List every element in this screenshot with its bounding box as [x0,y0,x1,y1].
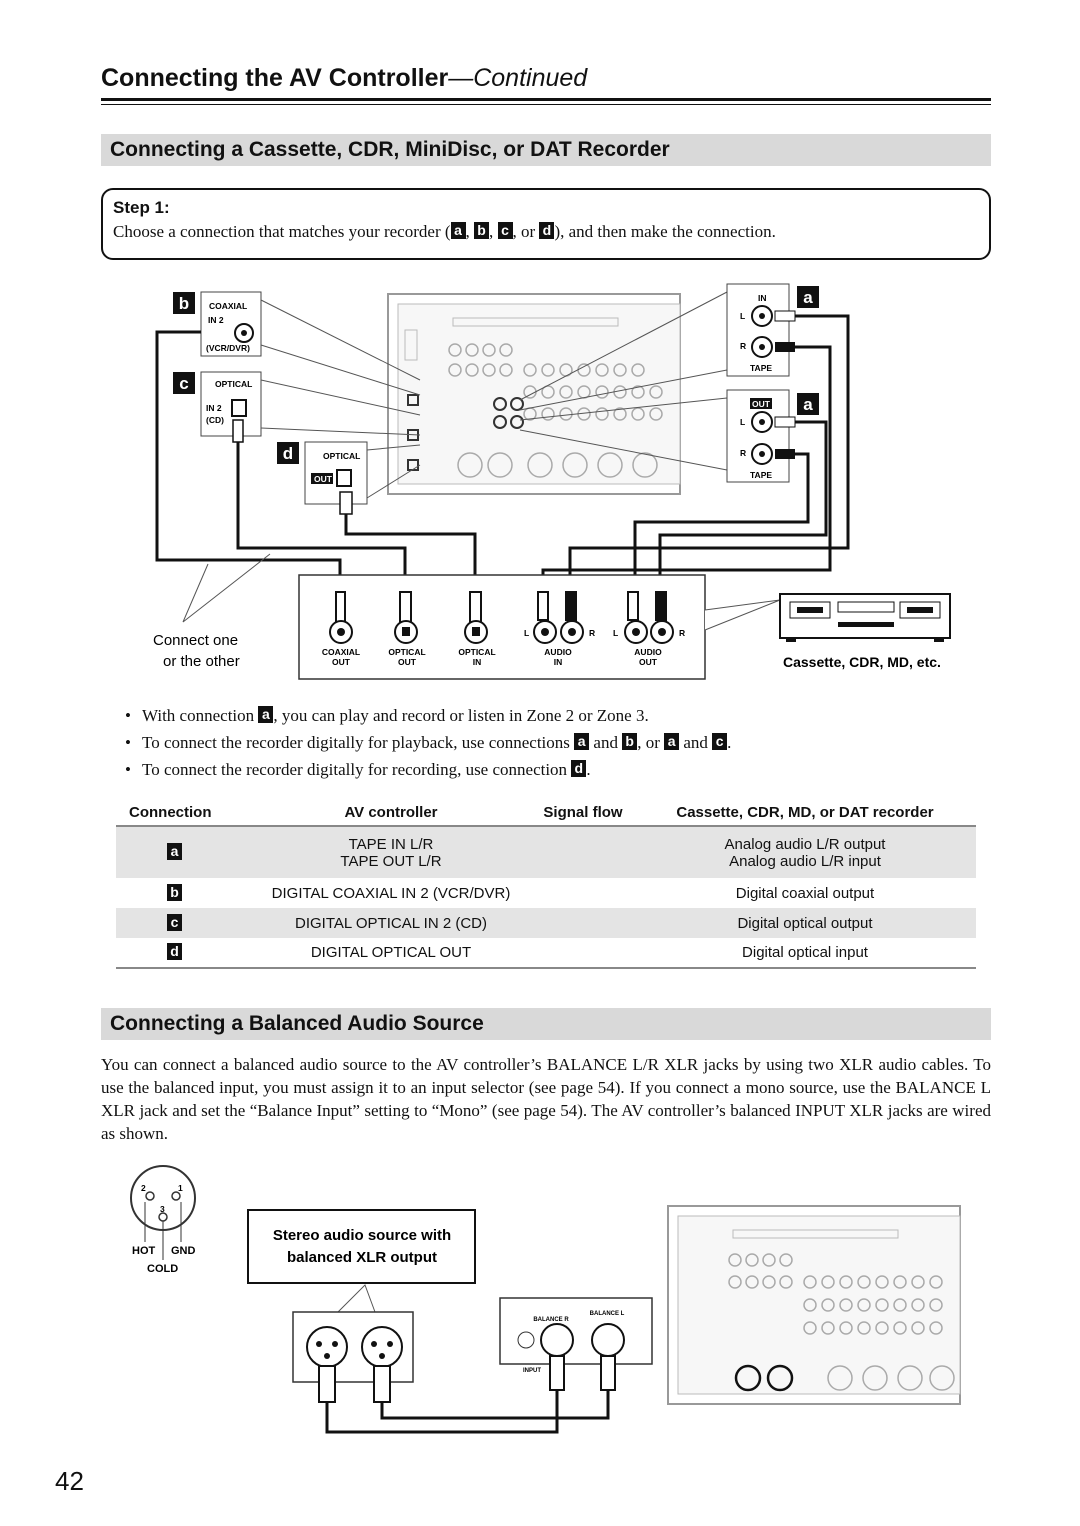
recorder-l-2: L [613,628,619,638]
header-rule-thin [101,104,991,105]
tape-in-title: IN [758,293,767,303]
bullet-3-end: . [586,760,591,779]
bullet-1-letter-a: a [258,706,273,723]
row-a-rec-2: Analog audio L/R input [729,852,881,870]
bullet-2-letter-c: c [712,733,727,750]
tape-in-r: R [740,341,747,351]
rec-jack-optin-l1: OPTICAL [458,647,496,657]
step-text: Choose a connection that matches your recorder ( a , b , c , or d ), and then make the connection. [113,222,776,241]
xlr-pin-3: 3 [160,1204,165,1214]
diagram-letter-c: c [179,374,189,393]
rec-jack-optout-l1: OPTICAL [388,647,426,657]
tape-in-tape: TAPE [750,363,773,373]
rec-jack-coax-l1: COAXIAL [321,647,361,657]
row-c-rec: Digital optical output [634,908,976,938]
balance-input-label: INPUT [523,1368,541,1374]
balanced-connection-diagram [0,1160,1080,1450]
table-header-connection: Connection [116,799,250,826]
rec-jack-optout-l2: OUT [398,657,416,667]
xlr-pin-2: 2 [141,1183,146,1193]
table-row [116,826,976,878]
bullet-1-pre: With connection [142,706,259,725]
row-a-rec-1: Analog audio L/R output [724,835,886,853]
coaxial-in-title: COAXIAL [209,301,248,311]
optical-out-port: OUT [314,474,332,484]
tape-out-title: OUT [752,399,770,409]
recorder-r-2: R [679,628,686,638]
optical-in-port: IN 2 [206,403,222,413]
row-letter-a: a [167,843,182,860]
tape-out-l: L [740,417,746,427]
optical-in-title: OPTICAL [215,379,253,389]
row-b-av: DIGITAL COAXIAL IN 2 (VCR/DVR) [271,884,511,902]
letter-badge-d: d [539,222,554,239]
recorder-l-1: L [524,628,530,638]
bullet-2 [125,729,731,756]
xlr-hot-label: HOT [132,1245,156,1257]
step-text-post: ), and then make the connection. [554,222,776,241]
connect-note-pointer [183,554,270,622]
page-title-main: Connecting the AV Controller [101,64,449,92]
xlr-cables [327,1390,608,1432]
source-box [248,1210,475,1283]
source-box-line2: balanced XLR output [287,1249,437,1266]
header-rule [101,98,991,101]
connect-note-line1: Connect one [153,632,239,649]
bullet-2-letter-a2: a [664,733,679,750]
xlr-cold-label: COLD [147,1263,179,1275]
page-title-continued: —Continued [448,64,588,92]
tape-out-tape: TAPE [750,470,773,480]
connection-table [116,799,976,969]
row-c-av: DIGITAL OPTICAL IN 2 (CD) [250,908,532,938]
coaxial-in-port: IN 2 [208,315,224,325]
optical-in-sub: (CD) [206,415,224,425]
cassette-deck-icon [780,594,950,642]
rec-jack-optin-l2: IN [472,657,482,667]
step-label: Step 1: [113,198,170,217]
coaxial-in-sub: (VCR/DVR) [206,343,250,353]
page-number: 42 [55,1466,84,1496]
xlr-pin-1: 1 [178,1183,183,1193]
recorder-connection-diagram [0,270,1080,690]
letter-badge-a: a [451,222,466,239]
source-box-line1: Stereo audio source with [272,1227,452,1244]
diagram-letter-b: b [178,294,190,313]
row-d-rec: Digital optical input [634,938,976,968]
bullet-2-end: . [727,733,732,752]
rec-jack-coax-l2: OUT [332,657,350,667]
row-b-rec: Digital coaxial output [735,884,875,902]
letter-badge-b: b [474,222,489,239]
rec-jack-audioin-l1: AUDIO [544,647,572,657]
bullet-2-and2: and [679,733,713,752]
diagram-letter-a2: a [803,395,813,414]
bullet-3-letter-d: d [571,760,586,777]
table-header-recorder: Cassette, CDR, MD, or DAT recorder [634,799,976,826]
diagram-letter-a1: a [803,288,813,307]
bullet-3-pre: To connect the recorder digitally for recording, use connection [142,760,572,779]
section-heading-recorder: Connecting a Cassette, CDR, MiniDisc, or DAT Recorder [101,134,991,166]
rec-jack-audioout-l2: OUT [639,657,657,667]
balanced-paragraph: You can connect a balanced audio source to the AV controller’s BALANCE L/R XLR jacks by using two XLR audio cables. To use the balanced input, you must assign it to an input selector (see page 54). If you connect a mono source, use the BALANCE L XLR jack and set the “Balance Input” setting to “Mono” (see page 54). The AV controller’s balanced INPUT XLR jacks are wired as shown. [101,1055,991,1143]
table-row [116,878,976,908]
rec-jack-audioin-l2: IN [553,657,563,667]
bullet-2-and1: and [589,733,623,752]
receiver-rear-panel [388,294,680,494]
step-text-pre: Choose a connection that matches your recorder ( [113,222,451,241]
row-a-av-2: TAPE OUT L/R [340,852,442,870]
optical-out-plug-icon [340,492,352,514]
table-row [116,938,976,968]
note-bullets [125,702,731,783]
row-d-av: DIGITAL OPTICAL OUT [250,938,532,968]
xlr-gnd-label: GND [171,1245,196,1257]
rec-jack-audioout-l1: AUDIO [634,647,662,657]
optical-plug-icon [233,420,243,442]
tape-out-r: R [740,448,747,458]
connect-note-line2: or the other [163,653,240,670]
receiver-rear-panel-balanced [668,1206,960,1404]
bullet-1 [125,702,731,729]
bullet-2-letter-b: b [622,733,637,750]
balance-r-label: BALANCE R [533,1317,569,1323]
table-header-row [116,799,976,826]
row-a-av-1: TAPE IN L/R [348,835,434,853]
optical-out-title: OPTICAL [323,451,361,461]
bullet-1-post: , you can play and record or listen in Zone 2 or Zone 3. [273,706,649,725]
table-header-av: AV controller [250,799,532,826]
diagram-letter-d: d [282,444,294,463]
table-header-signal: Signal flow [532,799,634,826]
bullet-2-pre: To connect the recorder digitally for playback, use connections [142,733,575,752]
recorder-label: Cassette, CDR, MD, etc. [783,654,941,670]
balance-l-label: BALANCE L [589,1311,625,1317]
page-title [101,64,587,93]
row-letter-d: d [167,943,182,960]
bullet-3 [125,756,731,783]
recorder-r-1: R [589,628,596,638]
row-letter-b: b [167,884,182,901]
bullet-2-letter-a: a [574,733,589,750]
balance-panel-closeup [500,1298,652,1364]
row-letter-c: c [167,914,182,931]
letter-badge-c: c [498,222,513,239]
bullet-2-or: , or [637,733,665,752]
table-row [116,908,976,938]
section-heading-balanced: Connecting a Balanced Audio Source [101,1008,991,1040]
tape-in-l: L [740,311,746,321]
